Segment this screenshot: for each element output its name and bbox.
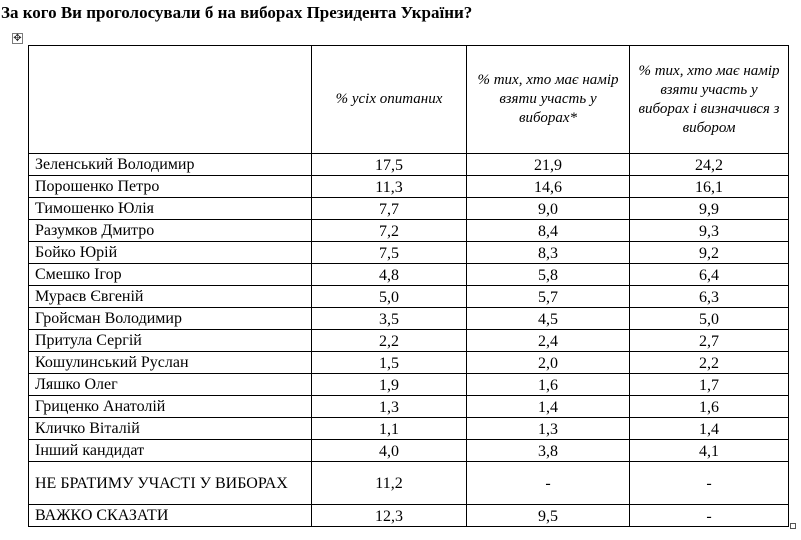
value-all-cell: 1,5: [312, 352, 467, 374]
value-decided-cell: 4,1: [630, 440, 789, 462]
value-decided-cell: 6,4: [630, 264, 789, 286]
value-all-cell: 1,3: [312, 396, 467, 418]
candidate-name-cell: Зеленський Володимир: [29, 154, 312, 176]
value-voters-cell: 2,0: [467, 352, 630, 374]
value-voters-cell: 1,3: [467, 418, 630, 440]
value-all-cell: 12,3: [312, 505, 467, 527]
value-decided-cell: 2,2: [630, 352, 789, 374]
value-decided-cell: 1,7: [630, 374, 789, 396]
value-decided-cell: 16,1: [630, 176, 789, 198]
value-voters-cell: 8,3: [467, 242, 630, 264]
value-voters-cell: 1,4: [467, 396, 630, 418]
candidate-name-cell: НЕ БРАТИМУ УЧАСТІ У ВИБОРАХ: [29, 462, 312, 505]
table-row: [29, 352, 789, 374]
value-decided-cell: 5,0: [630, 308, 789, 330]
column-header-voters: % тих, хто має намір взяти участь у виборах*: [467, 46, 630, 154]
table-row: [29, 505, 789, 527]
candidate-name-cell: Кличко Віталій: [29, 418, 312, 440]
header-row: [29, 46, 789, 154]
table-row: [29, 176, 789, 198]
value-decided-cell: 9,9: [630, 198, 789, 220]
candidate-name-cell: Порошенко Петро: [29, 176, 312, 198]
table-row: [29, 440, 789, 462]
candidate-name-cell: Разумков Дмитро: [29, 220, 312, 242]
value-all-cell: 7,7: [312, 198, 467, 220]
header-corner-cell: [29, 46, 312, 154]
value-voters-cell: 5,8: [467, 264, 630, 286]
value-voters-cell: 9,5: [467, 505, 630, 527]
table-move-handle[interactable]: [12, 33, 23, 44]
value-all-cell: 3,5: [312, 308, 467, 330]
value-voters-cell: 2,4: [467, 330, 630, 352]
table-row: [29, 374, 789, 396]
value-voters-cell: 9,0: [467, 198, 630, 220]
candidate-name-cell: Тимошенко Юлія: [29, 198, 312, 220]
move-icon: ✥: [13, 33, 22, 44]
candidate-name-cell: Мураєв Євгеній: [29, 286, 312, 308]
candidate-name-cell: Кошулинський Руслан: [29, 352, 312, 374]
table-row: [29, 330, 789, 352]
table-row: [29, 418, 789, 440]
results-table: [28, 45, 789, 527]
value-decided-cell: 6,3: [630, 286, 789, 308]
table-row: [29, 308, 789, 330]
value-voters-cell: 21,9: [467, 154, 630, 176]
value-all-cell: 17,5: [312, 154, 467, 176]
value-all-cell: 4,0: [312, 440, 467, 462]
table-row: [29, 396, 789, 418]
candidate-name-cell: Смешко Ігор: [29, 264, 312, 286]
table-row: [29, 242, 789, 264]
value-voters-cell: 5,7: [467, 286, 630, 308]
value-decided-cell: 9,3: [630, 220, 789, 242]
candidate-name-cell: ВАЖКО СКАЗАТИ: [29, 505, 312, 527]
table-resize-handle[interactable]: [790, 523, 796, 529]
value-all-cell: 7,5: [312, 242, 467, 264]
table-row: [29, 154, 789, 176]
value-decided-cell: 1,6: [630, 396, 789, 418]
candidate-name-cell: Гройсман Володимир: [29, 308, 312, 330]
value-all-cell: 1,9: [312, 374, 467, 396]
value-voters-cell: 8,4: [467, 220, 630, 242]
value-all-cell: 7,2: [312, 220, 467, 242]
value-decided-cell: 2,7: [630, 330, 789, 352]
table-row: [29, 264, 789, 286]
candidate-name-cell: Інший кандидат: [29, 440, 312, 462]
value-all-cell: 1,1: [312, 418, 467, 440]
value-all-cell: 4,8: [312, 264, 467, 286]
table-row: [29, 220, 789, 242]
column-header-decided: % тих, хто має намір взяти участь у виборах і визначився з вибором: [630, 46, 789, 154]
value-voters-cell: 3,8: [467, 440, 630, 462]
candidate-name-cell: Притула Сергій: [29, 330, 312, 352]
value-decided-cell: 1,4: [630, 418, 789, 440]
value-decided-cell: 24,2: [630, 154, 789, 176]
column-header-all: % усіх опитаних: [312, 46, 467, 154]
value-all-cell: 2,2: [312, 330, 467, 352]
value-all-cell: 11,3: [312, 176, 467, 198]
candidate-name-cell: Ляшко Олег: [29, 374, 312, 396]
candidate-name-cell: Гриценко Анатолій: [29, 396, 312, 418]
value-decided-cell: -: [630, 462, 789, 505]
candidate-name-cell: Бойко Юрій: [29, 242, 312, 264]
value-voters-cell: 4,5: [467, 308, 630, 330]
page-title: За кого Ви проголосували б на виборах Президента України?: [1, 3, 473, 22]
value-decided-cell: -: [630, 505, 789, 527]
value-voters-cell: -: [467, 462, 630, 505]
table-row: [29, 462, 789, 505]
table-row: [29, 286, 789, 308]
table-body: [29, 154, 789, 527]
value-voters-cell: 1,6: [467, 374, 630, 396]
value-all-cell: 5,0: [312, 286, 467, 308]
value-decided-cell: 9,2: [630, 242, 789, 264]
value-voters-cell: 14,6: [467, 176, 630, 198]
table-row: [29, 198, 789, 220]
value-all-cell: 11,2: [312, 462, 467, 505]
